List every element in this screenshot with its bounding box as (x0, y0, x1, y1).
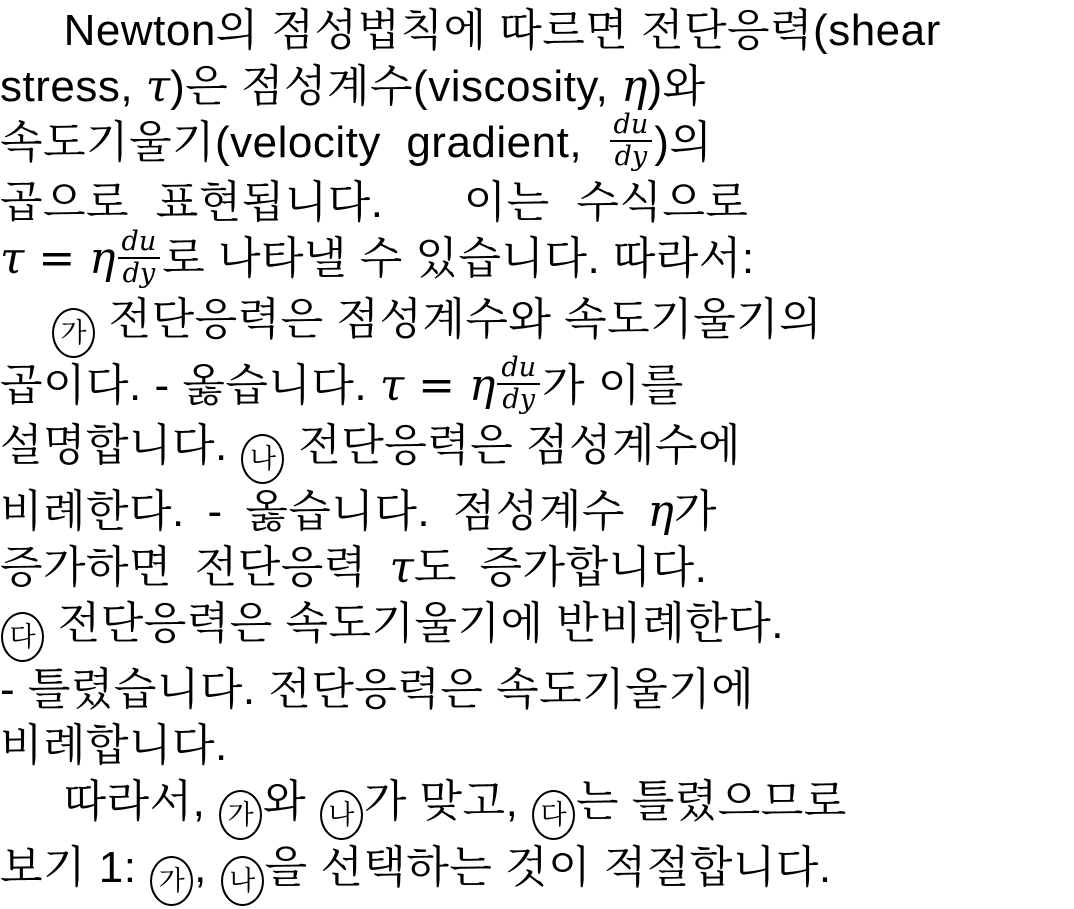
text-line (0, 352, 1074, 418)
text-run: 는 틀렸으므로 (576, 777, 847, 827)
circled-marker: 나 (320, 790, 363, 840)
math-run: τ (145, 61, 171, 112)
text-run (0, 295, 51, 344)
text-run: 곱이다. - 옳습니다. (0, 360, 380, 410)
math-run: τ = η (0, 233, 116, 285)
fraction-denominator: dy (502, 384, 535, 416)
text-line (0, 292, 1074, 358)
text-run: 로 나타낼 수 있습니다. 따라서: (162, 234, 755, 284)
text-run: , (194, 843, 220, 893)
text-line (0, 774, 1074, 840)
circled-marker: 가 (150, 856, 193, 906)
text-run: 곱으로 표현됩니다. 이는 수식으로 (0, 178, 749, 228)
text-run: stress, (0, 62, 146, 111)
circled-marker: 나 (221, 856, 264, 906)
text-line (0, 418, 1074, 484)
text-run: 와 (263, 777, 319, 827)
text-run: 전단응력은 속도기울기에 반비례한다. (45, 599, 784, 649)
text-run: 속도기울기(velocity gradient, (0, 118, 608, 167)
circled-marker: 가 (52, 308, 95, 358)
text-run: 설명합니다. (0, 421, 241, 471)
text-run: )의 (654, 118, 713, 167)
text-line (0, 662, 1074, 718)
math-fraction (610, 111, 653, 171)
text-run: 비례한다. - 옳습니다. 점성계수 (0, 487, 648, 537)
text-run: )와 (647, 62, 706, 111)
text-run: 가 이를 (542, 360, 684, 410)
text-line (0, 3, 1074, 59)
fraction-numerator: du (610, 111, 653, 142)
text-line (0, 484, 1074, 540)
circled-marker: 나 (241, 434, 284, 484)
math-fraction (497, 354, 540, 414)
text-run: 증가하면 전단응력 (0, 543, 390, 593)
text-run: 을 선택하는 것이 적절합니다. (264, 843, 832, 893)
fraction-denominator: dy (614, 141, 648, 173)
text-run: )은 점성계수(viscosity, (170, 62, 622, 111)
math-run: τ (389, 542, 414, 594)
text-line (0, 596, 1074, 662)
fraction-numerator: du (118, 228, 161, 259)
text-run: Newton의 점성법칙에 따르면 전단응력(shear (0, 6, 941, 55)
text-line (0, 175, 1074, 231)
text-run: 전단응력은 점성계수에 (285, 421, 741, 471)
text-run: 따라서, (0, 777, 219, 827)
text-run: 가 맞고, (363, 777, 532, 827)
text-line (0, 59, 1074, 115)
text-line (0, 109, 1074, 175)
text-run: 도 증가합니다. (413, 543, 708, 593)
math-run: τ = η (379, 359, 496, 411)
circled-marker: 다 (532, 790, 575, 840)
fraction-numerator: du (497, 354, 540, 385)
text-line (0, 540, 1074, 596)
circled-marker: 가 (219, 790, 262, 840)
text-run: 보기 1: (0, 843, 150, 893)
text-line (0, 225, 1074, 291)
fraction-denominator: dy (122, 257, 156, 289)
text-run: 가 (673, 487, 717, 537)
text-run: 비례합니다. (0, 721, 228, 771)
circled-marker: 다 (1, 612, 44, 662)
math-run: η (621, 61, 648, 112)
text-run: 전단응력은 점성계수와 속도기울기의 (95, 294, 823, 344)
text-line (0, 840, 1074, 906)
text-run: - 틀렸습니다. 전단응력은 속도기울기에 (0, 665, 755, 715)
math-run: η (647, 486, 674, 538)
text-line (0, 718, 1074, 774)
math-fraction (118, 225, 161, 289)
